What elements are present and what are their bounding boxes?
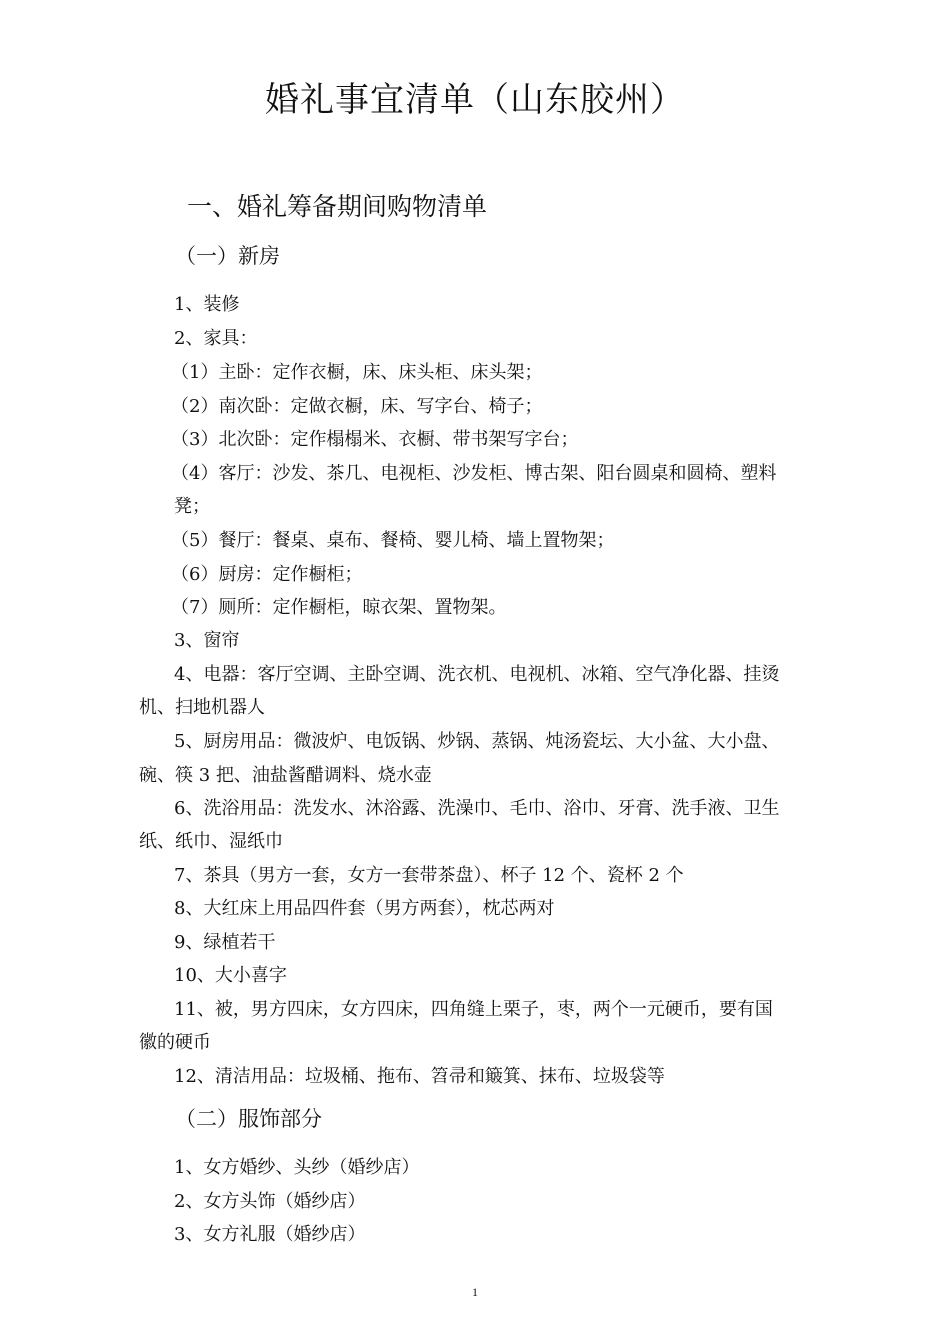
- list-item: （4）客厅：沙发、茶几、电视柜、沙发柜、博古架、阳台圆桌和圆椅、塑料: [171, 463, 777, 484]
- list-item: （5）餐厅：餐桌、桌布、餐椅、婴儿椅、墙上置物架；: [171, 530, 615, 551]
- list-item: 11、被，男方四床，女方四床，四角缝上栗子，枣，两个一元硬币，要有国: [174, 999, 773, 1020]
- list-item: 6、洗浴用品：洗发水、沐浴露、洗澡巾、毛巾、浴巾、牙膏、洗手液、卫生: [174, 798, 780, 819]
- list-item: 2、家具：: [174, 328, 258, 349]
- list-item: 12、清洁用品：垃圾桶、拖布、笤帚和簸箕、抹布、垃圾袋等: [174, 1066, 665, 1087]
- list-item: 1、装修: [174, 294, 240, 315]
- list-item-continuation: 凳；: [174, 496, 210, 517]
- list-item-continuation: 纸、纸巾、湿纸巾: [139, 831, 283, 852]
- list-item: （3）北次卧：定作榻榻米、衣橱、带书架写字台；: [171, 429, 579, 450]
- list-item: 2、女方头饰（婚纱店）: [174, 1191, 366, 1212]
- subsection-heading-new-house: （一）新房: [175, 244, 280, 268]
- page-number: 1: [472, 1285, 478, 1299]
- list-item: 5、厨房用品：微波炉、电饭锅、炒锅、蒸锅、炖汤瓷坛、大小盆、大小盘、: [174, 731, 780, 752]
- list-item: 4、电器：客厅空调、主卧空调、洗衣机、电视机、冰箱、空气净化器、挂烫: [174, 664, 780, 685]
- section-heading-shopping-list: 一、婚礼筹备期间购物清单: [187, 192, 488, 221]
- list-item: 9、绿植若干: [174, 932, 276, 953]
- list-item-continuation: 机、扫地机器人: [139, 697, 265, 718]
- list-item: （1）主卧：定作衣橱，床、床头柜、床头架；: [171, 362, 543, 383]
- list-item-continuation: 碗、筷 3 把、油盐酱醋调料、烧水壶: [139, 765, 432, 786]
- list-item: （2）南次卧：定做衣橱，床、写字台、椅子；: [171, 396, 543, 417]
- document-title: 婚礼事宜清单（山东胶州）: [265, 80, 685, 120]
- subsection-heading-clothing: （二）服饰部分: [175, 1107, 322, 1131]
- list-item: （7）厕所：定作橱柜，晾衣架、置物架。: [171, 597, 507, 618]
- list-item: 3、女方礼服（婚纱店）: [174, 1224, 366, 1245]
- list-item: （6）厨房：定作橱柜；: [171, 564, 363, 585]
- list-item: 10、大小喜字: [174, 965, 287, 986]
- list-item: 1、女方婚纱、头纱（婚纱店）: [174, 1157, 420, 1178]
- list-item: 7、茶具（男方一套，女方一套带茶盘）、杯子 12 个、瓷杯 2 个: [174, 865, 684, 886]
- list-item-continuation: 徽的硬币: [139, 1032, 211, 1053]
- list-item: 3、窗帘: [174, 630, 240, 651]
- list-item: 8、大红床上用品四件套（男方两套），枕芯两对: [174, 898, 555, 919]
